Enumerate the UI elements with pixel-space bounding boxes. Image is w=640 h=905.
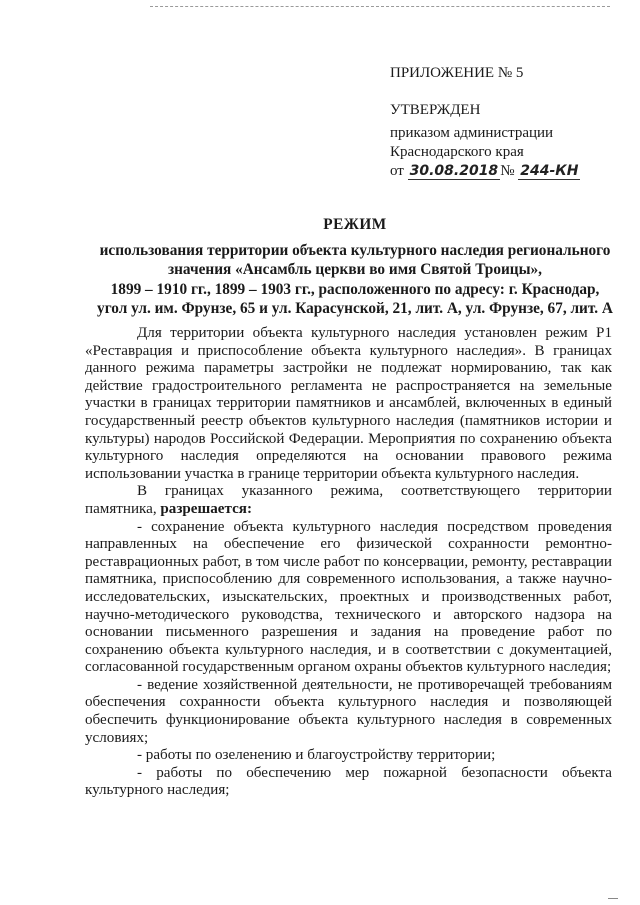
annex-label: ПРИЛОЖЕНИЕ № 5 (390, 65, 524, 81)
number-label: № (500, 163, 515, 179)
approval-line-1: приказом администрации (390, 125, 554, 141)
title-line-4: угол ул. им. Фрунзе, 65 и ул. Карасунской, 21, лит. А, ул. Фрунзе, 67, лит. А (97, 300, 613, 317)
title-line-2: значения «Ансамбль церкви во имя Святой Троицы», (167, 261, 543, 278)
paragraph-regime: Для территории объекта культурного наследия установлен режим Р1 «Реставрация и приспособление объекта культурного наследия». В границах данного режима параметры застройки не подлежат нормированию, так как действие градостроительного регламента не распространяется на земельные участки в границах территории памятников и ансамблей, включенных в единый государственный реестр объектов культурного наследия (памятников истории и культуры) народов Российской Федерации. Мероприятия по сохранению объекта культурного наследия определяются на основании правового режима использовании участка в границе территории объекта культурного наследия. (85, 325, 612, 482)
from-label: от (390, 163, 404, 179)
order-date-number-row (390, 162, 630, 181)
permitted-keyword: разрешается: (160, 500, 252, 517)
approval-block (390, 64, 630, 181)
document-title-block (85, 215, 625, 319)
list-item: - работы по обеспечению мер пожарной безопасности объекта культурного наследия; (85, 764, 612, 799)
order-date: 30.08.2018 (409, 163, 499, 179)
paragraph-permitted (85, 483, 612, 518)
document-heading: РЕЖИМ (323, 216, 387, 233)
permitted-lead: В границах указанного режима, соответствующего территории памятника, (85, 483, 612, 517)
title-line-1: использования территории объекта культурного наследия регионального (99, 241, 611, 259)
document-body (85, 325, 612, 800)
list-item: - ведение хозяйственной деятельности, не противоречащей требованиям обеспечения сохранности объекта культурного наследия и позволяющей обеспечить функционирование объекта культурного наследия в современных условиях; (85, 676, 612, 746)
list-item: - сохранение объекта культурного наследия посредством проведения направленных на обеспечение его физической сохранности ремонтно-реставрационных работ, в том числе работ по консервации, ремонту, реставрации памятника, приспособлению для современного использования, а также научно-исследовательских, изыскательских, проектных и производственных работ, научно-методического руководства, технического и авторского надзора на основании письменного разрешения и задания на проведение работ по сохранению объекта культурного наследия, и в соответствии с документацией, согласованной государственным органом охраны объектов культурного наследия; (85, 518, 612, 676)
order-number: 244-КН (520, 163, 579, 179)
top-border-line (150, 6, 610, 7)
approval-line-2: Краснодарского края (390, 144, 524, 160)
approved-label: УТВЕРЖДЕН (390, 102, 481, 118)
scan-mark (608, 898, 618, 901)
list-item: - работы по озеленению и благоустройству территории; (137, 747, 496, 764)
title-line-3: 1899 – 1910 гг., 1899 – 1903 гг., расположенного по адресу: г. Краснодар, (110, 280, 600, 298)
